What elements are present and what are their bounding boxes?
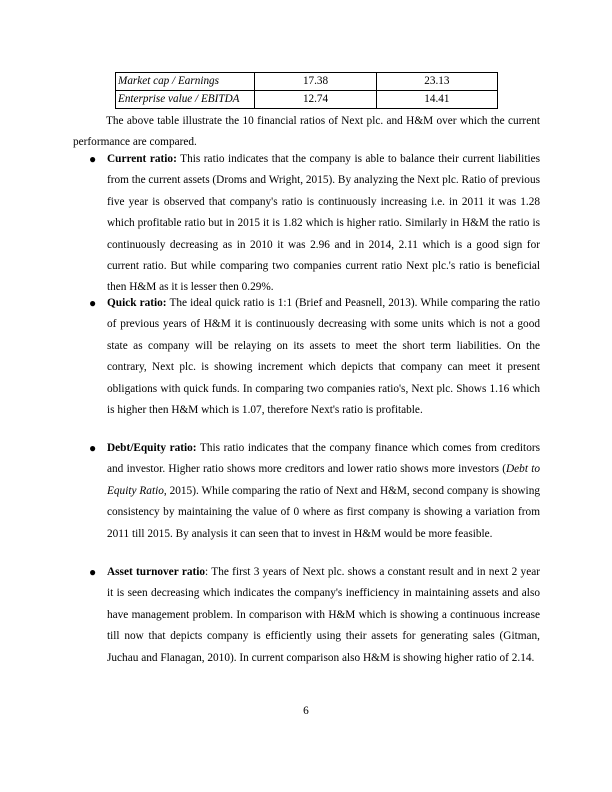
term-heading: Debt/Equity ratio: [107, 442, 197, 454]
term-heading: Asset turnover ratio [107, 566, 206, 578]
ratios-table [115, 72, 498, 109]
hm-value: 23.13 [376, 73, 497, 91]
citation: Debt to Equity Ratio [107, 463, 540, 497]
term-body: , 2015). While comparing the ratio of Next and H&M, second company is showing consistency by maintaining the value of 0 where as first company is showing a variation from 2011 till 2015. By analysis it can seen that to invest in H&M would be more feasible. [107, 484, 540, 540]
bullet-icon: ● [89, 296, 97, 310]
page-number: 6 [303, 705, 309, 717]
ratio-label: Enterprise value / EBITDA [116, 91, 255, 109]
table-row [116, 73, 498, 91]
bullet-icon: ● [89, 565, 97, 579]
term-heading: Current ratio: [107, 153, 177, 165]
list-item-quick-ratio [89, 293, 540, 421]
list-item-asset-turnover-ratio [89, 562, 540, 669]
intro-paragraph: The above table illustrate the 10 financial ratios of Next plc. and H&M over which the current performance are compared. [73, 115, 540, 148]
table-row [116, 91, 498, 109]
term-body: : The first 3 years of Next plc. shows a constant result and in next 2 year it is seen decreasing which indicates the company's inefficiency in maintaining assets and also have management problem. In comparison with H&M which is showing a continuous increase till now that depicts company is efficiently using their assets for generating sales (Gitman, Juchau and Flanagan, 2010). In current comparison also H&M is showing higher ratio of 2.14. [107, 566, 540, 664]
list-item-debt-equity-ratio [89, 438, 540, 545]
bullet-icon: ● [89, 152, 97, 166]
term-body: The ideal quick ratio is 1:1 (Brief and Peasnell, 2013). While comparing the ratio of previous years of H&M it is continuously decreasing with some units which is not a good state as company will be relaying on its assets to meet the short term liabilities. On the contrary, Next plc. is showing increment which depicts that company can meet it present obligations with quick funds. In comparing two companies ratio's, Next plc. Shows 1.16 which is higher then H&M which is 1.07, therefore Next's ratio is profitable. [107, 297, 540, 417]
next-value: 12.74 [255, 91, 376, 109]
ratio-label: Market cap / Earnings [116, 73, 255, 91]
term-heading: Quick ratio: [107, 297, 167, 309]
term-body: This ratio indicates that the company is able to balance their current liabilities from the current assets (Droms and Wright, 2015). By analyzing the Next plc. Ratio of previous five year is observed that company's ratio is continuously increasing i.e. in 2011 it was 1.28 which profitable ratio but in 2015 it is 1.82 which is higher ratio. Similarly in H&M the ratio is continuously decreasing as in 2010 it was 2.96 and in 2014, 2.11 which is a good sign for current ratio. But while comparing two companies current ratio Next plc.'s ratio is beneficial then H&M as it is lesser then 0.29%. [107, 153, 541, 294]
bullet-icon: ● [89, 441, 97, 455]
term-body: This ratio indicates that the company finance which comes from creditors and investor. Higher ratio shows more creditors and lower ratio shows more investors ( [107, 442, 540, 476]
next-value: 17.38 [255, 73, 376, 91]
list-item-current-ratio [89, 149, 541, 299]
hm-value: 14.41 [376, 91, 497, 109]
